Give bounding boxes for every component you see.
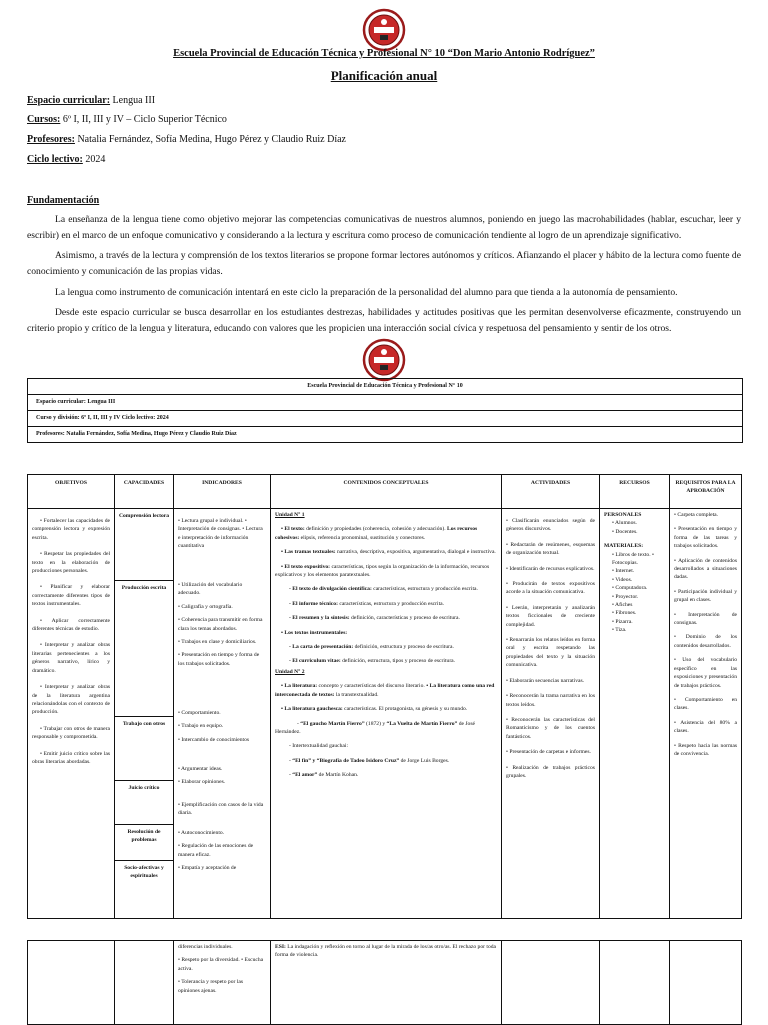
list-item: • Autoconocimiento. bbox=[178, 830, 225, 836]
table-row bbox=[28, 941, 742, 1025]
list-item: • Asistencia del 80% a clases. bbox=[674, 719, 737, 735]
paragraph-text: La lengua como instrumento de comunicación intentará en este ciclo la preparación de la personalidad del alumno para que tienda a la autonomía de pensamiento. bbox=[55, 287, 678, 298]
column-header: INDICADORES bbox=[174, 475, 271, 509]
content-text: - bbox=[289, 772, 293, 779]
content-item bbox=[275, 771, 497, 779]
list-item: • Respeto hacia las normas de convivencia. bbox=[674, 742, 737, 757]
list-item: • Respetar las propiedades del texto en la elaboración de producciones personales. bbox=[32, 551, 110, 575]
list-item: • Trabajo en equipo. bbox=[178, 723, 224, 730]
list-item: • Computadora. bbox=[612, 585, 648, 592]
content-term: • El texto expositivo: bbox=[281, 563, 331, 570]
content-text: características, estructura y producción escrita. bbox=[371, 586, 478, 593]
content-term: - El informe técnico: bbox=[289, 600, 338, 607]
list-item: • Interpretar y analizar obras literarias pertenecientes a los géneros narrativo, lírico y dramático. bbox=[32, 642, 110, 674]
list-item: • Caligrafía y ortografía. bbox=[178, 603, 233, 610]
content-text: La indagación y reflexión en torno al lugar de la mirada de los/as otro/as. El rechazo por toda forma de violencia. bbox=[275, 944, 497, 959]
list-item: Fotocopias. bbox=[612, 560, 638, 567]
paragraph-text: Asimismo, a través de la lectura y comprensión de los textos literarios se propone formar lectores autónomos y críticos. Afianzando el placer y hábito de la lectura como fuente de conocimiento y comunicación de las propias vidas. bbox=[27, 250, 741, 277]
field-espacio bbox=[27, 95, 155, 106]
capacidades-cell bbox=[115, 509, 174, 919]
recursos-cell bbox=[600, 941, 670, 1025]
list-item: • Redactarán de resúmenes, esquemas de organización textual. bbox=[506, 541, 595, 557]
list-item: • Dominio de los contenidos desarrollados. bbox=[674, 634, 737, 649]
content-text: de Jorge Luis Borges. bbox=[399, 757, 450, 764]
list-item: • Afiches bbox=[612, 602, 633, 609]
content-item bbox=[275, 705, 497, 713]
indicador-group bbox=[178, 765, 266, 801]
school-logo bbox=[362, 338, 406, 382]
list-item: • Interpretación de consignas. bbox=[674, 611, 737, 627]
list-item: • Comportamiento. bbox=[178, 710, 221, 716]
list-item: diferencias individuales. bbox=[178, 944, 233, 950]
content-text: características, estructura y producción escrita. bbox=[337, 600, 445, 607]
list-item: • Internet. bbox=[612, 568, 635, 575]
content-item bbox=[275, 757, 497, 765]
unit-heading: Unidad N° 1 bbox=[275, 512, 305, 518]
field-label: Espacio curricular: bbox=[27, 95, 111, 106]
list-item: • Argumentar ideas. bbox=[178, 766, 223, 772]
field-cursos bbox=[27, 114, 227, 125]
content-item bbox=[275, 720, 497, 737]
content-text: características. El protagonista, su génesis y su mundo. bbox=[342, 706, 468, 713]
column-header: CAPACIDADES bbox=[115, 475, 174, 509]
content-term: “El amor” bbox=[292, 772, 318, 779]
list-item: • Proyector. bbox=[612, 593, 639, 600]
list-item: • Fortalecer las capacidades de comprensión lectora y expresión escrita. bbox=[32, 518, 110, 541]
content-term: Los recursos cohesivos: bbox=[275, 526, 478, 541]
list-item: • Elaborarán secuencias narrativas. bbox=[506, 677, 585, 684]
content-term: • Los textos instrumentales: bbox=[281, 629, 348, 636]
content-term: “La Vuelta de Martín Fierro” bbox=[386, 720, 458, 727]
content-term: - El texto de divulgación científica: bbox=[289, 586, 372, 593]
list-item: • Ejemplificación con casos de la vida diaria. bbox=[178, 802, 264, 817]
list-item: • Reconocerán las características del Romanticismo y de los cuentos fantásticos. bbox=[506, 716, 595, 740]
header-box bbox=[27, 378, 743, 443]
capacidades-cell bbox=[115, 941, 174, 1025]
list-item: • Respeto por la diversidad. • Escucha activa. bbox=[178, 957, 264, 972]
list-item: • Aplicar correctamente diferentes técnicas de estudio. bbox=[32, 617, 110, 633]
list-item: • Utilización del vocabulario adecuado. bbox=[178, 582, 243, 597]
content-item bbox=[275, 657, 497, 665]
content-text: de José Hernández. bbox=[275, 720, 476, 735]
list-item: • Coherencia para transmitir en forma clara los temas abordados. bbox=[178, 617, 263, 632]
paragraph bbox=[27, 285, 741, 301]
content-term: “El fin” y “Biografía de Tadeo Isidoro Cruz” bbox=[292, 757, 400, 764]
header-box-profesores: Profesores: Natalia Fernández, Sofía Medina, Hugo Pérez y Claudio Ruiz Díaz bbox=[36, 431, 237, 437]
requisitos-cell bbox=[670, 509, 742, 919]
list-item: • Producirán de textos expositivos acorde a la situación comunicativa. bbox=[506, 581, 595, 596]
header-box-espacio: Espacio curricular: Lengua III bbox=[28, 395, 742, 411]
recursos-cell bbox=[600, 509, 670, 919]
capacidad: Producción escrita bbox=[115, 581, 173, 717]
school-name: Escuela Provincial de Educación Técnica y Profesional N° 10 “Don Mario Antonio Rodríguez” bbox=[173, 48, 595, 59]
field-label: Profesores: bbox=[27, 134, 75, 145]
content-term: • Las tramas textuales: bbox=[281, 549, 336, 556]
content-text: definición, características y proceso de escritura. bbox=[349, 615, 460, 622]
paragraph-text: Desde este espacio curricular se busca desarrollar en los estudiantes destrezas, habilidades y actitudes positivas que les permitan desenvolverse eficazmente, construyendo un criterio propio y crítico de la lengua y literatura, educando con valores que les propicien una interacción social cívica y respetuosa del pensamiento y sentir de los otros. bbox=[27, 307, 741, 334]
content-item bbox=[275, 585, 497, 593]
list-item: • Docentes. bbox=[612, 528, 638, 535]
field-value: Lengua III bbox=[110, 95, 156, 106]
unit-heading: Unidad N° 2 bbox=[275, 668, 305, 675]
table-row bbox=[28, 509, 742, 919]
content-term: - El curriculum vitae: bbox=[289, 658, 341, 665]
list-item: • Alumnos. bbox=[612, 520, 637, 527]
capacidad: Socio-afectivas y espirituales bbox=[124, 865, 164, 880]
list-item: • Carpeta completa. bbox=[674, 512, 719, 518]
content-item bbox=[275, 563, 497, 580]
planning-table bbox=[27, 474, 742, 919]
content-term: • La literatura como una red interconectada de textos: bbox=[275, 683, 495, 698]
capacidad: Comprensión lectora bbox=[115, 509, 173, 581]
requisitos-cell bbox=[670, 941, 742, 1025]
content-term: • La literatura: bbox=[281, 683, 318, 690]
field-value: 2024 bbox=[82, 154, 106, 165]
indicador-group bbox=[178, 801, 266, 829]
content-item bbox=[275, 643, 497, 651]
content-term: “El gaucho Martín Fierro” bbox=[300, 720, 365, 727]
content-text: definición y propiedades (coherencia, cohesión y adecuación). bbox=[304, 526, 447, 533]
page-title: Planificación anual bbox=[330, 68, 438, 83]
content-term: • La literatura gauchesca: bbox=[281, 706, 343, 713]
list-item: • Tolerancia y respeto por las opiniones ajenas. bbox=[178, 979, 243, 994]
paragraph bbox=[27, 212, 741, 243]
content-item: - Intertextualidad gauchai: bbox=[289, 743, 349, 750]
objetivos-cell bbox=[28, 509, 115, 919]
content-text: elipsis, referencia pronominal, sustitución y conectores. bbox=[299, 534, 426, 541]
content-text: narrativa, descriptiva, expositiva, argumentativa, dialogal e instructiva. bbox=[335, 549, 496, 556]
column-header: CONTENIDOS CONCEPTUALES bbox=[271, 475, 502, 509]
list-item: • Tiza. bbox=[612, 627, 627, 634]
list-item: • Emitir juicio crítico sobre las obras literarias abordadas. bbox=[32, 750, 110, 765]
school-logo bbox=[362, 8, 406, 52]
list-item: • Trabajar con otros de manera responsable y comprometida. bbox=[32, 725, 110, 741]
header-box-curso: Curso y división: 6º I, II, III y IV Ciclo lectivo: 2024 bbox=[28, 411, 742, 427]
list-item: • Elaborar opiniones. bbox=[178, 779, 226, 786]
indicador-group bbox=[178, 829, 266, 873]
table-header-row bbox=[28, 475, 742, 509]
list-item: • Comportamiento en clases. bbox=[674, 696, 737, 712]
objetivos-cell bbox=[28, 941, 115, 1025]
content-item bbox=[275, 682, 497, 699]
recursos-heading: PERSONALES bbox=[604, 512, 642, 518]
list-item: • Fibrones. bbox=[612, 610, 637, 617]
list-item: • Realización de trabajos prácticos grupales. bbox=[506, 764, 595, 779]
indicador-group bbox=[178, 581, 266, 709]
list-item: • Uso del vocabulario específico en las exposiciones y presentación de trabajos prácticos. bbox=[674, 657, 737, 689]
content-item bbox=[275, 525, 497, 542]
indicadores-cell bbox=[174, 941, 271, 1025]
header-box-school: Escuela Provincial de Educación Técnica y Profesional N° 10 bbox=[28, 379, 742, 395]
recursos-heading: MATERIALES: bbox=[604, 543, 644, 550]
planning-table-continued bbox=[27, 940, 742, 1025]
content-text: - bbox=[289, 757, 293, 764]
list-item: • Lectura grupal e individual. • Interpretación de consignas. • Lectura e interpretación de información cuantitativa bbox=[178, 518, 263, 550]
content-term: ESI: bbox=[275, 944, 286, 950]
capacidad: Resolución de problemas bbox=[115, 825, 173, 861]
field-profesores bbox=[27, 134, 346, 145]
indicadores-cell bbox=[174, 509, 271, 919]
content-text: definición, estructura, tipos y proceso de escritura. bbox=[340, 658, 456, 665]
content-text: definición, estructura y proceso de escritura. bbox=[353, 644, 454, 651]
list-item: • Aplicación de contenidos desarrollados a situaciones dadas. bbox=[674, 557, 737, 581]
list-item: • Reconocerán la trama narrativa en los textos leídos. bbox=[506, 693, 595, 708]
field-ciclo bbox=[27, 154, 105, 165]
field-value: Natalia Fernández, Sofía Medina, Hugo Pérez y Claudio Ruiz Díaz bbox=[74, 134, 346, 145]
content-term: - La carta de presentación: bbox=[289, 644, 354, 651]
capacidad: Juicio crítico bbox=[115, 781, 173, 825]
content-text: concepto y características del discurso literario. bbox=[317, 683, 427, 690]
content-text: características, tipos según la organización de la información, recursos explicativos y los elementos paratextuales. bbox=[275, 563, 490, 579]
list-item: • Planificar y elaborar correctamente diferentes tipos de textos instrumentales. bbox=[32, 584, 110, 608]
list-item: • Regulación de las emociones de manera eficaz. bbox=[178, 843, 254, 858]
column-header: REQUISITOS PARA LA APROBACIÓN bbox=[670, 475, 742, 509]
list-item: • Presentación de carpetas e informes. bbox=[506, 749, 591, 756]
column-header: OBJETIVOS bbox=[28, 475, 115, 509]
list-item: • Identificarán de recursos explicativos. bbox=[506, 565, 595, 572]
list-item: • Libros de texto. • bbox=[612, 551, 654, 558]
paragraph bbox=[27, 305, 741, 336]
list-item: • Presentación en tiempo y forma de los trabajos solicitados. bbox=[178, 652, 260, 667]
field-label: Cursos: bbox=[27, 114, 61, 125]
field-value: 6º I, II, III y IV – Ciclo Superior Técnico bbox=[60, 114, 227, 125]
content-item bbox=[275, 614, 497, 622]
field-label: Ciclo lectivo: bbox=[27, 154, 83, 165]
indicador-group bbox=[178, 709, 266, 765]
content-text: (1872) y bbox=[364, 720, 387, 727]
column-header: ACTIVIDADES bbox=[502, 475, 600, 509]
list-item: • Pizarra. bbox=[612, 618, 633, 625]
contenidos-cell bbox=[271, 509, 502, 919]
list-item: • Renarrarán los relatos leídos en forma oral y escrita respetando las propiedades del texto y la situación comunicativa. bbox=[506, 637, 595, 669]
actividades-cell bbox=[502, 509, 600, 919]
list-item: • Participación individual y grupal en clases. bbox=[674, 588, 737, 604]
paragraph bbox=[27, 248, 741, 279]
content-term: • El texto: bbox=[281, 526, 305, 533]
content-text: - bbox=[297, 720, 301, 727]
list-item: • Presentación en tiempo y forma de las tareas y trabajos solicitados. bbox=[674, 526, 737, 550]
content-text: la transtextualidad. bbox=[334, 691, 379, 698]
content-item bbox=[275, 548, 497, 556]
list-item: • Leerán, interpretarán y analizarán textos ficcionales de creciente complejidad. bbox=[506, 604, 595, 628]
actividades-cell bbox=[502, 941, 600, 1025]
column-header: RECURSOS bbox=[600, 475, 670, 509]
list-item: • Clasificarán enunciados según de géneros discursivos. bbox=[506, 518, 595, 533]
section-heading: Fundamentación bbox=[27, 195, 100, 206]
paragraph-text: La enseñanza de la lengua tiene como objetivo mejorar las competencias comunicativas de nuestros alumnos, poniendo en juego las macrohabilidades (hablar, escuchar, leer y escribir) en el marco de un enfoque comunicativo y considerando a la lectura y escritura como proceso de comunicación tendiente al logro de un aprendizaje significativo. bbox=[27, 214, 741, 241]
content-term: - El resumen y la síntesis: bbox=[289, 615, 350, 622]
list-item: • Interpretar y analizar obras de la literatura argentina relacionándolas con el contexto de producción. bbox=[32, 684, 110, 716]
list-item: • Intercambio de conocimientos bbox=[178, 736, 250, 743]
content-text: de Martín Kohan. bbox=[317, 772, 359, 779]
content-item bbox=[275, 629, 497, 637]
contenidos-cell bbox=[271, 941, 502, 1025]
indicador-group bbox=[178, 517, 266, 581]
list-item: • Trabajos en clase y domiciliarios. bbox=[178, 639, 257, 646]
list-item: • Videos. bbox=[612, 576, 633, 583]
content-item bbox=[275, 600, 497, 608]
list-item: • Empatía y aceptación de bbox=[178, 865, 237, 872]
capacidad: Trabajo con otros bbox=[115, 717, 173, 781]
